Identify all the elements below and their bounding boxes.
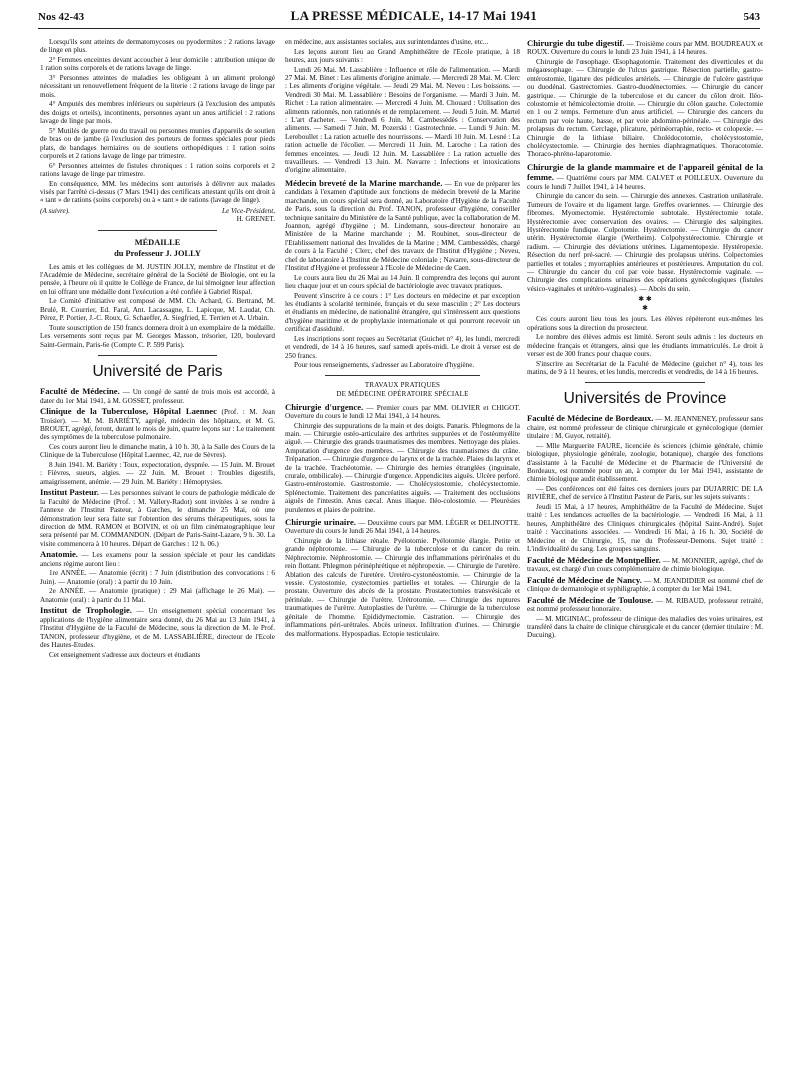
column-3: [527, 38, 763, 1078]
asterism: ✱ ✱ ✱: [638, 295, 652, 313]
digestive-heading: Chirurgie du tube digestif.: [527, 38, 625, 48]
section-divider: [325, 375, 480, 376]
paragraph: — Les personnes suivant le cours de pathologie médicale de la Faculté de Médecine (Prof. : M. Vallery-Radot) sont invitées à se rendre à l'annexe de l'Institut Pasteur, à Garches, le dimanche 25 Mai, où une démonstration leur sera faite sur l'obtention des sérums thérapeutiques, sous la direction de MM. RAMON et BOIVIN, et où un film cinématographique leur sera présenté par M. COMMANDON. (Départ de Paris-Saint-Lazare, 9 h. 30. La visite commencera à 10 heures. Départ de Garches : 12 h. 06.): [40, 489, 275, 548]
paragraph: Chirurgie de la lithiase rénale. Pyélotomie. Pyélotomie élargie. Petite et grande néphrotomie. — Chirurgie de la tuberculose et du cancer du rein. Néphrectomie. Néphrostomie. — Chirurgie des inflammations périrénales et du rein flottant. Phlegmon périnéphrétique et néphropexie. — Chirurgie de l'uretère. Ablation des calculs de l'uretère. Uretéro-cystonéostomie. — Chirurgie de la vessie. Cystostomie, cystectomies partielles et totales. — Chirurgie de la prostate. Ouverture des abcès de la prostate. Prostatectomies transvésicale et périnéale. — Chirurgie de l'urètre. Urétrotomie. — Chirurgie des ruptures traumatiques de l'urètre. Autoplasties de l'urètre. — Chirurgie de la tuberculose génitale de l'homme. Epididymectomie. Castration. — Chirurgie des inflammations péri-urétrales. Abcès urineux. Infiltration d'urines. — Chirurgie des malformations. Hypospadias. Ectopie testiculaire.: [285, 537, 520, 638]
paragraph: 3° Personnes atteintes de maladies les obligeant à un aliment prolongé nécessitant un renouvellement fréquent de la literie : 2 rations lavage de linge par mois.: [40, 74, 275, 99]
paragraph: Ces cours auront lieu le dimanche matin, à 10 h. 30, à la Salle des Cours de la Clinique de la Tuberculose (Hôpital Laennec, 42, rue de Sèvres).: [40, 442, 275, 460]
paragraph: — En vue de préparer les candidats à l'examen d'aptitude aux fonctions de médecin breveté de la Marine marchande, un cours spécial sera donné, au Laboratoire d'Hygiène de la Faculté de Paris, sous la direction du Prof. TANON, professeur d'hygiène, conseiller technique sanitaire du Ministère de la Santé publique, avec la collaboration de M. Joannon, agrégé d'hygiène ; M. Lindemann, sous-directeur honoraire au Ministère de la Marine marchande ; M. Roubinet, sous-directeur de l'Etablissement national des Invalides de la Marine ; MM. Cambessédès, chargé de cours à la Faculté ; Clerc, chef des travaux de l'Institut d'Hygiène ; Neveu, chef de laboratoire à l'Institut de Médecine coloniale ; Navarre, sous-directeur de l'Institut d'Hygiène et professeur à l'Ecole de Médecine de Caen.: [285, 179, 520, 272]
column-2: [285, 38, 520, 1078]
gland-heading: Chirurgie de la glande mammaire et de l'appareil génital de la femme.: [527, 161, 763, 183]
paragraph: Lorsqu'ils sont atteints de dermatomycoses ou pyodermites : 2 rations lavage de linge en plus.: [40, 38, 275, 55]
paragraph: Le Comité d'initiative est composé de MM. Ch. Achard, G. Bertrand, M. Brulé, R. Courrier, Ed. Faral, Ant. Lacassagne, L. Lapicque, M. Laudat, Ch. Pérez, P. Portier, J.-C. Roux, G. Schaeffer, A. Siegfried, E. Terrien et A. Urbain.: [40, 297, 275, 323]
paragraph: Chirurgie de l'œsophage. Œsophagotomie. Traitement des diverticules et du mégaœsophage. — Chirurgie de l'ulcus gastrique. Résection partielle, gastro-entérostomie, ligature des pédicules artériels. — Chirurgie de l'ulcère gastrique ou duodénal. Gastrectomies. Gastro-duodénectomies. — Chirurgie du cancer gastrique. — Chirurgie de la tuberculose et du cancer du côlon droit. Iléo-colostomie et hémicolectomie droite. — Chirurgie du côlon gauche. Colectomie en 1 ou 2 temps. Fermeture d'un anus artificiel. — Chirurgie des cancers du rectum par voie haute, basse, et par voie abdomino-périnéale. — Chirurgie des prolapsus du rectum. Cerclage, plicature, périnéorraphie, recto- et colopexie. — Chirurgie de la lithiase biliaire. Cholédocotomie, cholécystostomie, cholécystectomie. — Chirurgie des hernies diaphragmatiques. Thoracotomie. Thoraco-phréno-laparotomie.: [527, 58, 763, 159]
nancy-heading: Faculté de Médecine de Nancy.: [527, 574, 642, 585]
paragraph: Les inscriptions sont reçues au Secrétariat (Guichet n° 4), les lundi, mercredi et vendredi, de 14 à 16 heures, sauf samedi après-midi. Le droit à verser est de 250 francs.: [285, 334, 520, 360]
lecture-schedule: Lundi 26 Mai. M. Lassablière : Influence et rôle de l'alimentation. — Mardi 27 Mai. M. Binet : Les aliments d'origine animale. — Mercredi 28 Mai. M. Clerc : Les aliments d'origine végétale. — Jeudi 29 Mai. M. Neveu : Les boissons. — Vendredi 30 Mai. M. Lassablière : Besoins de l'organisme. — Mardi 3 Juin. M. Richet : La ration alimentaire. — Mercredi 4 Juin. M. Chouard : Utilisation des aliments rationnés, non rationnés et de remplacement. — Jeudi 5 Juin. M. Martel : L'art d'acheter. — Vendredi 6 Juin. M. Cambessédès : Conservation des aliments. — Samedi 7 Juin. M. Pozerski : Gastrotechnie. — Lundi 9 Juin. M. Lereboullet : La ration actuelle des nourrissons. — Mardi 10 Juin. M. Lesné : La ration actuelle de l'écolier. — Mercredi 11 Juin. M. Laroche : La ration des femmes enceintes. — Jeudi 12 Juin. M. Lassablière : La ration actuelle des travailleurs. — Vendredi 13 Juin. M. Navarre : Infections et intoxications d'origine alimentaire.: [285, 65, 520, 175]
signature-block: [40, 207, 275, 224]
page-number: 543: [743, 11, 760, 23]
paragraph: — M. JEANDIDIER est nommé chef de clinique de dermatologie et syphiligraphie, à compter du 1er Mai 1941.: [527, 576, 763, 594]
paragraph: Peuvent s'inscrire à ce cours : 1° Les docteurs en médecine et par exception les étudiants à scolarité terminée, français et du sexe masculin ; 2° Les docteurs et étudiants en médecine, de nationalité étrangère, qui s'intéressent aux questions d'hygiène maritime et de prophylaxie internationale et qui pourront recevoir un certificat d'assiduité.: [285, 291, 520, 334]
medal-subtitle: du Professeur J. JOLLY: [114, 248, 201, 258]
paragraph: 6° Personnes atteintes de fistules chroniques : 1 ration soins corporels et 2 rations lavage de linge par trimestre.: [40, 161, 275, 179]
tp-line-1: TRAVAUX PRATIQUES: [364, 380, 441, 389]
bordeaux-heading: Faculté de Médecine de Bordeaux.: [527, 413, 654, 424]
paragraph: — Un congé de santé de trois mois est accordé, à dater du 1er Mai 1941, à M. GOSSET, professeur.: [40, 388, 275, 405]
paragraph: Pour tous renseignements, s'adresser au Laboratoire d'hygiène.: [294, 361, 475, 370]
section-divider: [585, 382, 705, 383]
paragraph: 5° Mutilés de guerre ou du travail ou personnes munies d'appareils de soutien de bras ou de jambe (à l'exclusion des porteurs de formes spéciales pour pieds plats, de bandages herniaires ou de soutiens orthopédiques : 1 ration soins corporels et 2 rations lavage de linge par trimestre.: [40, 126, 275, 161]
paragraph: 2° Femmes enceintes devant accoucher à leur domicile : attribution unique de 1 ration soins corporels et de rations lavage de linge.: [40, 56, 275, 73]
paragraph: — Des conférences ont été faites ces derniers jours par DUJARRIC DE LA RIVIÈRE, chef de service à l'Institut Pasteur de Paris, sur les sujets suivants :: [527, 485, 763, 502]
section-title-province: Universités de Province: [563, 390, 727, 408]
paragraph: 2e ANNÉE. — Anatomie (pratique) : 29 Mai (affichage le 26 Mai). — Anatomie (oral) : à partir du 11 Mai.: [40, 587, 275, 604]
column-1: [40, 38, 275, 1078]
paragraph: — Un enseignement spécial concernant les applications de l'hygiène alimentaire sera donné, du 26 Mai au 13 Juin 1941, à l'Institut d'Hygiène de la Faculté de Médecine, sous la direction de M. le Prof. TANON, professeur d'hygiène, et de M. LASSABLIÈRE, directeur de l'Ecole des Hautes-Etudes.: [40, 607, 275, 649]
paragraph: — M. MIGINIAC, professeur de clinique des maladies des voies urinaires, est transféré dans la chaire de clinique chirurgicale et du cancer (dernier titulaire : M. Ducuing).: [527, 614, 763, 640]
paragraph: en médecine, aux assistantes sociales, aux surintendantes d'usine, etc...: [285, 38, 489, 46]
header-rule: [38, 28, 760, 29]
marine-heading: Médecin breveté de la Marine marchande.: [285, 177, 443, 188]
section-title-paris: Université de Paris: [92, 363, 223, 381]
paragraph: — Deuxième cours par MM. LÉGER et DELINOTTE. Ouverture du cours le lundi 26 Mai 1941, à 14 heures.: [285, 519, 520, 536]
medal-title: MÉDAILLE: [134, 237, 181, 247]
paragraph: Le nombre des élèves admis est limité. Seront seuls admis : les docteurs en médecine français et étrangers, ainsi que les étudiants immatriculés. Le droit à verser est de 300 francs pour chaque cours.: [527, 333, 763, 358]
practical-work-heading: [285, 381, 520, 399]
paragraph: Toute souscription de 150 francs donnera droit à un exemplaire de la médaille. Les versements sont reçus par M. Georges Masson, trésorier, 120, boulevard Saint-Germain, Paris-6e (Compte C. P. 599 Paris).: [40, 323, 275, 349]
medal-heading: [40, 237, 275, 259]
clinic-heading: Clinique de la Tuberculose, Hôpital Laennec: [40, 406, 217, 417]
paragraph: Cet enseignement s'adresse aux docteurs et étudiants: [49, 650, 201, 659]
paragraph: — M. MONNIER, agrégé, chef de travaux, est chargé d'un cours complémentaire de chimie biologique.: [527, 556, 763, 574]
issue-number: Nos 42-43: [38, 11, 85, 23]
paragraph: — M. JEANNENEY, professeur sans chaire, est nommé professeur de clinique chirurgicale et gynécologique (dernier titulaire : M. Guyot, retraité).: [527, 415, 763, 441]
toulouse-heading: Faculté de Médecine de Toulouse.: [527, 594, 654, 605]
paragraph: S'inscrire au Secrétariat de la Faculté de Médecine (guichet n° 4), tous les matins, de 9 à 11 heures, et les lundis, mercredis et vendredis, de 14 à 16 heures.: [527, 359, 763, 376]
paragraph: En conséquence, MM. les médecins sont autorisés à délivrer aux malades visés par l'arrêté ci-dessus (7 Mars 1941) des certificats attestant qu'ils ont droit à « tant » de rations (soins corporels) ou à « tant » de rations (lavage de linge).: [40, 179, 275, 205]
paragraph: 1re ANNÉE. — Anatomie (écrit) : 7 Juin (distribution des convocations : 6 Juin). — Anatomie (oral) : à partir du 10 Juin.: [40, 569, 275, 586]
urinary-heading: Chirurgie urinaire.: [285, 517, 356, 528]
paragraph: Chirurgie des suppurations de la main et des doigts. Panaris. Phlegmons de la main. — Chirurgie ostéo-articulaire des arthrites suppurées et de l'ostéomyélite aiguë. — Chirurgie des grands traumatismes des membres. Nettoyage des plaies. Amputation d'urgence des membres. — Chirurgie des traumatismes du crâne. Trépanation. — Chirurgie d'urgence du larynx et de la trachée. Plaies du larynx et de la trachée. Trachéotomie. — Chirurgie des hernies étranglées (inguinale, crurale, ombilicale). — Chirurgie d'urgence. Appendicites aiguës. Ulcère perforé. Gastro-entérostomie. Gastrostomie. — Cholécystostomie, cholécystectomie. Splénectomie. Traitement des pancréatites aiguës. — Traitement des occlusions aiguës de l'intestin. Anus cæcal. Anus iliaque. Iléo-colostomie. — Pleurésies purulentes et plaies de poitrine.: [285, 421, 520, 514]
paragraph: — Troisième cours par MM. BOUDREAUX et ROUX. Ouverture du cours le lundi 23 Juin 1941, à 14 heures.: [527, 40, 763, 57]
tp-line-2: DE MÉDECINE OPÉRATOIRE SPÉCIALE: [336, 389, 469, 398]
section-divider: [98, 230, 217, 231]
pasteur-heading: Institut Pasteur.: [40, 487, 99, 498]
paragraph: — Quatrième cours par MM. CALVET et POILLEUX. Ouverture du cours le lundi 7 Juillet 1941, à 14 heures.: [527, 174, 763, 191]
paragraph: Le cours aura lieu du 26 Mai au 14 Juin. Il comprendra des leçons qui auront lieu chaque jour et un cours spécial de bactériologie avec travaux pratiques.: [285, 273, 520, 290]
paragraph: — Premier cours par MM. OLIVIER et CHIGOT. Ouverture du cours le lundi 12 Mai 1941, à 14 heures.: [285, 403, 520, 420]
page-header: [38, 8, 760, 36]
paragraph: Les amis et les collègues de M. JUSTIN JOLLY, membre de l'Institut et de l'Académie de Médecine, secrétaire général de la Société de Biologie, ont eu la pensée, à l'heure où il quitte le Collège de France, de lui témoigner leur affection en lui offrant une médaille dont l'exécution a été confiée à Gabriel Rispal.: [40, 262, 275, 296]
paragraph: Ces cours auront lieu tous les jours. Les élèves répéteront eux-mêmes les opérations sous la direction du prosecteur.: [527, 315, 763, 332]
paragraph: Les leçons auront lieu au Grand Amphithéâtre de l'Ecole pratique, à 18 heures, aux jours suivants :: [285, 47, 520, 64]
paragraph: — Les examens pour la session spéciale et pour les candidats anciens régime auront lieu :: [40, 551, 275, 568]
paragraph: 8 Juin 1941. M. Bariéty : Toux, expectoration, dyspnée. — 15 Juin. M. Brouet : Fièvres, sueurs, algies. — 22 Juin. M. Brouet : Troubles digestifs, amaigrissement, anémie. — 29 Juin. M. Bariéty : Hémoptysies.: [40, 460, 275, 486]
anatomy-heading: Anatomie.: [40, 549, 78, 560]
paragraph: Jeudi 15 Mai, à 17 heures, Amphithéâtre de la Faculté de Médecine. Sujet traité : Les tendances actuelles de la bactériologie. — Vendredi 16 Mai, à 11 heures, Amphithéâtre des Cliniques chirurgicales (hôpital Saint-André). Sujet traité : Vaccinations associées. — Vendredi 16 Mai, à 16 h. 30, Société de Médecine et de Chirurgie, 15, rue du Professeur-Demons. Sujet traité : L'individualité du sang. Les groupes sanguins.: [527, 503, 763, 554]
signatory-name: H. GRENET.: [236, 215, 275, 224]
paragraph: 4° Amputés des membres inférieurs ou supérieurs (à l'exclusion des amputés des doigts et orteils), incontinents, personnes ayant un anus artificiel : 2 rations lavage de linge par mois.: [40, 100, 275, 126]
to-be-continued: (A suivre).: [40, 206, 70, 215]
montpellier-heading: Faculté de Médecine de Montpellier.: [527, 554, 661, 565]
trophology-heading: Institut de Trophologie.: [40, 605, 132, 616]
signatory: [222, 207, 275, 224]
signatory-role: Le Vice-Président,: [222, 206, 275, 215]
paragraph: (Prof. : M. Jean Troisier). — M. M. BARIÉTY, agrégé, médecin des hôpitaux, et M. G. BROUET, agrégé, feront, durant le mois de juin, quatre leçons sur : Le traitement des symptômes de la tuberculose pulmonaire.: [40, 408, 275, 442]
paragraph: — Mlle Marguerite FAURE, licenciée ès sciences (chimie générale, chimie biologique, physiologie générale, zoologie, botanique), chargée des fonctions d'assistante à la Faculté de Médecine et de Pharmacie de l'Université de Bordeaux, est nommée pour un an, à compter du 1er Mai 1941, assistante de chimie biologique audit établissement.: [527, 441, 763, 484]
faculty-heading: Faculté de Médecine.: [40, 386, 120, 397]
paragraph: Chirurgie du cancer du sein. — Chirurgie des annexes. Castration unilatérale. Tumeurs de l'ovaire et du ligament large. Greffes ovariennes. — Chirurgie des fibromes. Myomectomie. Hystérectomie subtotale. Hystérectomie totale. Hystérectomie avec conservation des ovaires. — Chirurgie des salpingites. Hystérectomie fundique. Colpotomie. Hystérectomie. — Chirurgie du cancer utérin. Hystérectomie élargie (Wertheim). Colpohystérectomie. Chirurgie et radium. — Chirurgie des déviations utérines. Ligamentopexie. Hystéropexie. Résection du nerf pré-sacré. — Chirurgie des prolapsus utérins. Colpectomies partielles et totales ; myorraphies antérieures et postérieures. Amputation du col. — Chirurgie du cancer du col par voie basse. Hystérectomie vaginale. — Chirurgie des complications urinaires des opérations gynécologiques (fistules vésico-vaginales et urétéro-vaginales). — Abcès du sein.: [527, 192, 763, 293]
urgency-heading: Chirurgie d'urgence.: [285, 401, 364, 412]
section-divider: [98, 355, 217, 356]
journal-title: LA PRESSE MÉDICALE, 14-17 Mai 1941: [290, 8, 538, 23]
paragraph: — M. RIBAUD, professeur retraité, est nommé professeur honoraire.: [527, 596, 763, 614]
